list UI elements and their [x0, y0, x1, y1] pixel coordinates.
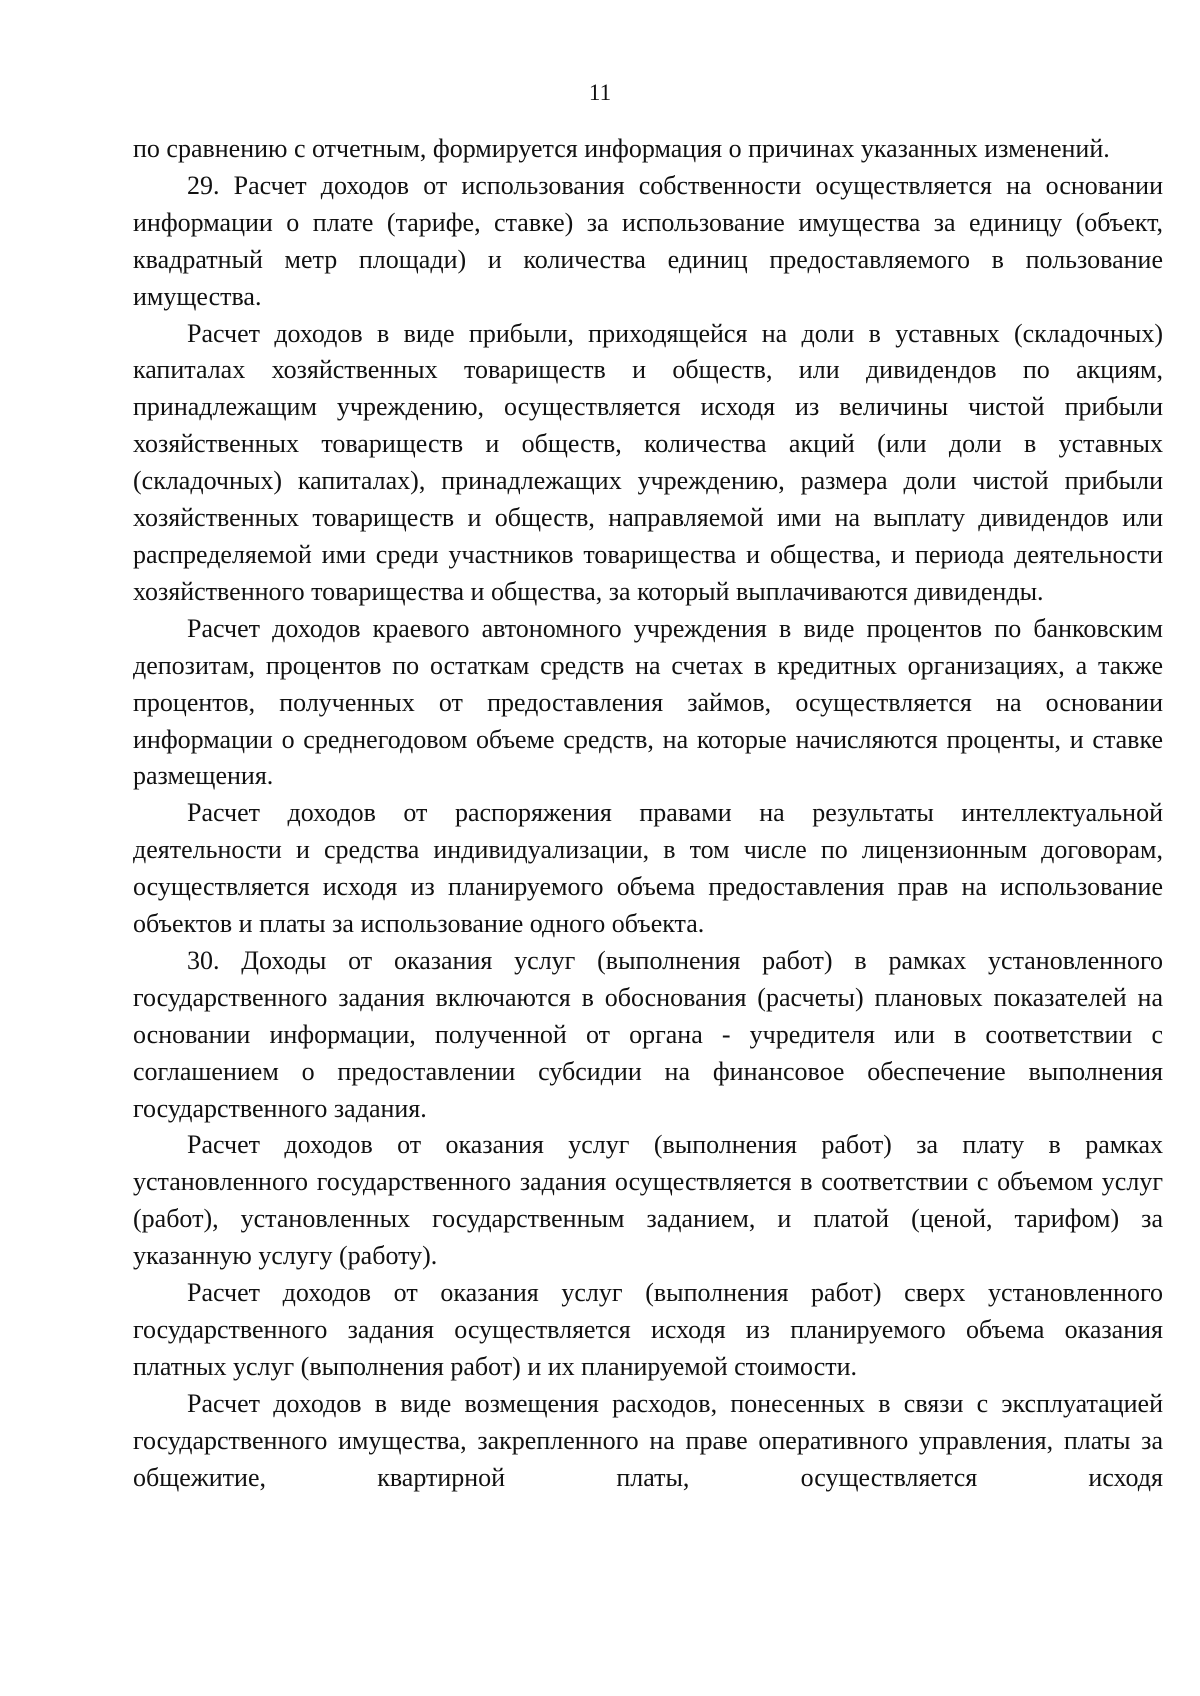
page-number: 11 — [588, 80, 612, 105]
paragraph-continuation: по сравнению с отчетным, формируется информация о причинах указанных изменений. — [133, 134, 1110, 163]
paragraph-dividend-income: Расчет доходов в виде прибыли, приходящейся на доли в уставных (складочных) капиталах хозяйственных товариществ и обществ, или дивидендов по акциям, принадлежащим учреждению, осуществляется исходя из величины чистой прибыли хозяйственных товариществ и обществ, количества акций (или доли в уставных (складочных) капиталах), принадлежащих учреждению, размера доли чистой прибыли хозяйственных товариществ и обществ, направляемой ими на выплату дивидендов или распределяемой ими среди участников товарищества и общества, и периода деятельности хозяйственного товарищества и общества, за который выплачиваются дивиденды. — [133, 318, 1163, 606]
paragraph-intellectual-property-income: Расчет доходов от распоряжения правами на результаты интеллектуальной деятельности и средства индивидуализации, в том числе по лицензионным договорам, осуществляется исходя из планируемого объема предоставления прав на использование объектов и платы за использование одного объекта. — [133, 798, 1163, 939]
paragraph-30-state-assignment-income: 30. Доходы от оказания услуг (выполнения работ) в рамках установленного государственного задания включаются в обоснования (расчеты) плановых показателей на основании информации, полученной от органа - учредителя или в соответствии с соглашением о предоставлении субсидии на финансовое обеспечение выполнения государственного задания. — [133, 945, 1163, 1123]
paragraph-reimbursement-income: Расчет доходов в виде возмещения расходов, понесенных в связи с эксплуатацией государственного имущества, закрепленного на праве оперативного управления, платы за общежитие, квартирной платы, осуществляется исходя — [133, 1388, 1163, 1492]
paragraph-extra-services-income: Расчет доходов от оказания услуг (выполнения работ) сверх установленного государственного задания осуществляется исходя из планируемого объема оказания платных услуг (выполнения работ) и их планируемой стоимости. — [133, 1278, 1163, 1381]
paragraph-29-property-income: 29. Расчет доходов от использования собственности осуществляется на основании информации о плате (тарифе, ставке) за использование имущества за единицу (объект, квадратный метр площади) и количества единиц предоставляемого в пользование имущества. — [133, 170, 1163, 311]
paragraph-paid-services-income: Расчет доходов от оказания услуг (выполнения работ) за плату в рамках установленного государственного задания осуществляется в соответствии с объемом услуг (работ), установленных государственным заданием, и платой (ценой, тарифом) за указанную услугу (работу). — [133, 1130, 1163, 1271]
paragraph-interest-income: Расчет доходов краевого автономного учреждения в виде процентов по банковским депозитам, процентов по остаткам средств на счетах в кредитных организациях, а также процентов, полученных от предоставления займов, осуществляется на основании информации о среднегодовом объеме средств, на которые начисляются проценты, и ставке размещения. — [133, 613, 1163, 791]
document-body — [133, 131, 1163, 1497]
